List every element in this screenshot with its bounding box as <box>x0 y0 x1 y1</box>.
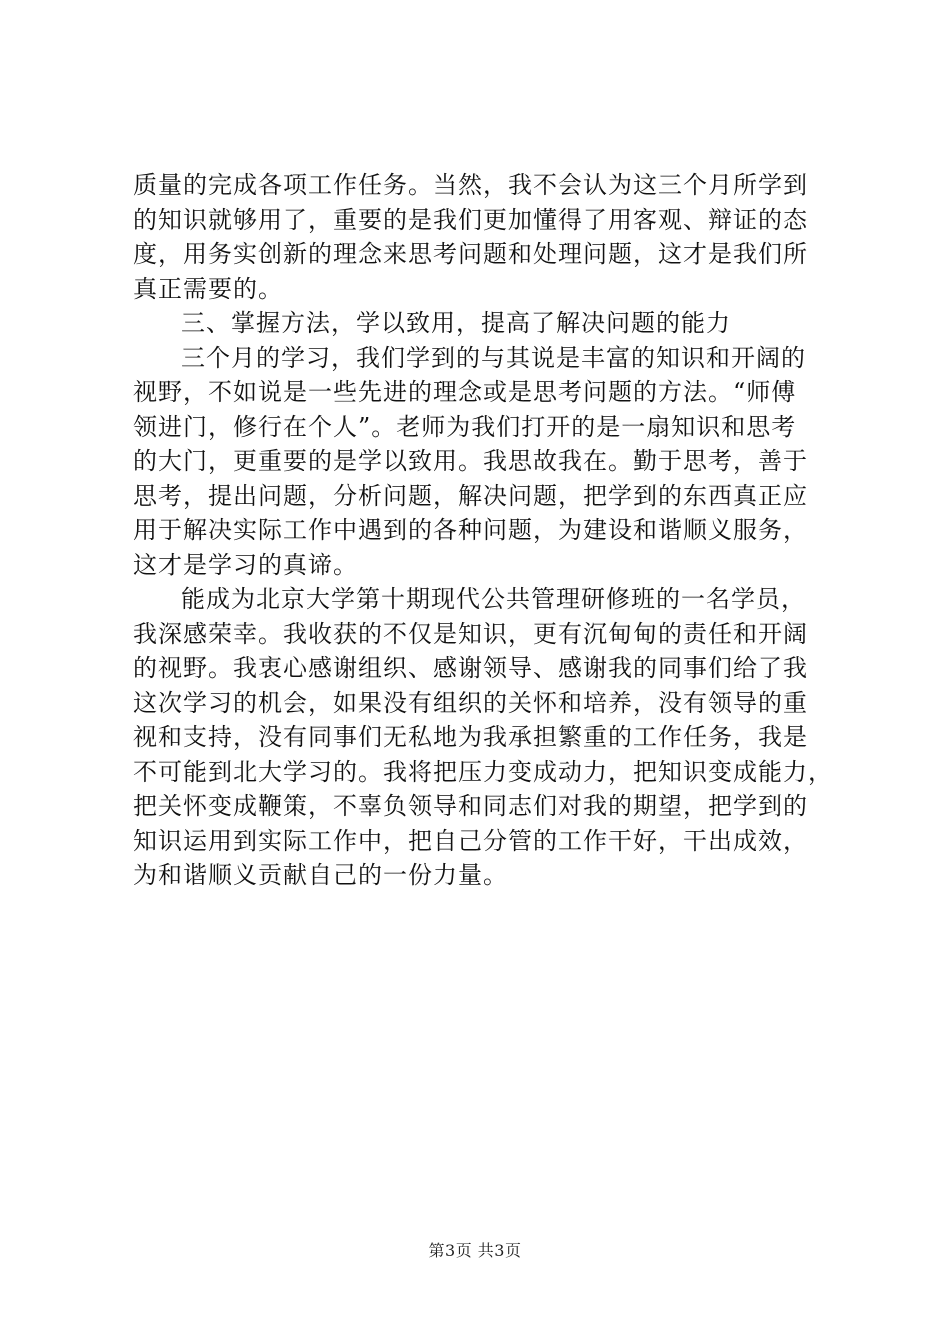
text-line: 真正需要的。 <box>133 274 283 303</box>
text-line: 思考，提出问题，分析问题，解决问题，把学到的东西真正应 <box>133 481 808 510</box>
text-line: 的大门，更重要的是学以致用。我思故我在。勤于思考，善于 <box>133 447 808 475</box>
text-line: 把关怀变成鞭策，不辜负领导和同志们对我的期望，把学到的 <box>133 792 808 820</box>
text-line: 的知识就够用了，重要的是我们更加懂得了用客观、辩证的态 <box>133 205 808 234</box>
text-line: 视野，不如说是一些先进的理念或是思考问题的方法。“师傅 <box>133 378 797 406</box>
section-heading <box>133 306 833 341</box>
text-line: 不可能到北大学习的。我将把压力变成动力，把知识变成能力， <box>133 757 833 786</box>
text-line: 质量的完成各项工作任务。当然，我不会认为这三个月所学到 <box>133 171 808 199</box>
text-line: 用于解决实际工作中遇到的各种问题，为建设和谐顺义服务， <box>133 516 808 544</box>
text-line: 知识运用到实际工作中，把自己分管的工作干好，干出成效， <box>133 826 808 855</box>
text-line: 度，用务实创新的理念来思考问题和处理问题，这才是我们所 <box>133 240 808 268</box>
document-body <box>133 168 833 893</box>
paragraph-continuation <box>133 168 833 306</box>
paragraph-learning-method <box>133 341 833 583</box>
page-footer: 第3页 共3页 <box>428 1241 522 1260</box>
paragraph-conclusion <box>133 582 833 893</box>
text-line: 的视野。我衷心感谢组织、感谢领导、感谢我的同事们给了我 <box>133 654 808 682</box>
text-line: 这次学习的机会，如果没有组织的关怀和培养，没有领导的重 <box>133 688 808 717</box>
text-line: 视和支持，没有同事们无私地为我承担繁重的工作任务，我是 <box>133 723 808 751</box>
text-line: 领进门，修行在个人”。老师为我们打开的是一扇知识和思考 <box>133 412 797 441</box>
text-line: 能成为北京大学第十期现代公共管理研修班的一名学员， <box>181 585 806 613</box>
text-line: 三、掌握方法，学以致用，提高了解决问题的能力 <box>181 309 731 337</box>
text-line: 为和谐顺义贡献自己的一份力量。 <box>133 861 508 889</box>
text-line: 三个月的学习，我们学到的与其说是丰富的知识和开阔的 <box>181 343 806 372</box>
text-line: 这才是学习的真谛。 <box>133 550 358 579</box>
text-line: 我深感荣幸。我收获的不仅是知识，更有沉甸甸的责任和开阔 <box>133 619 808 648</box>
